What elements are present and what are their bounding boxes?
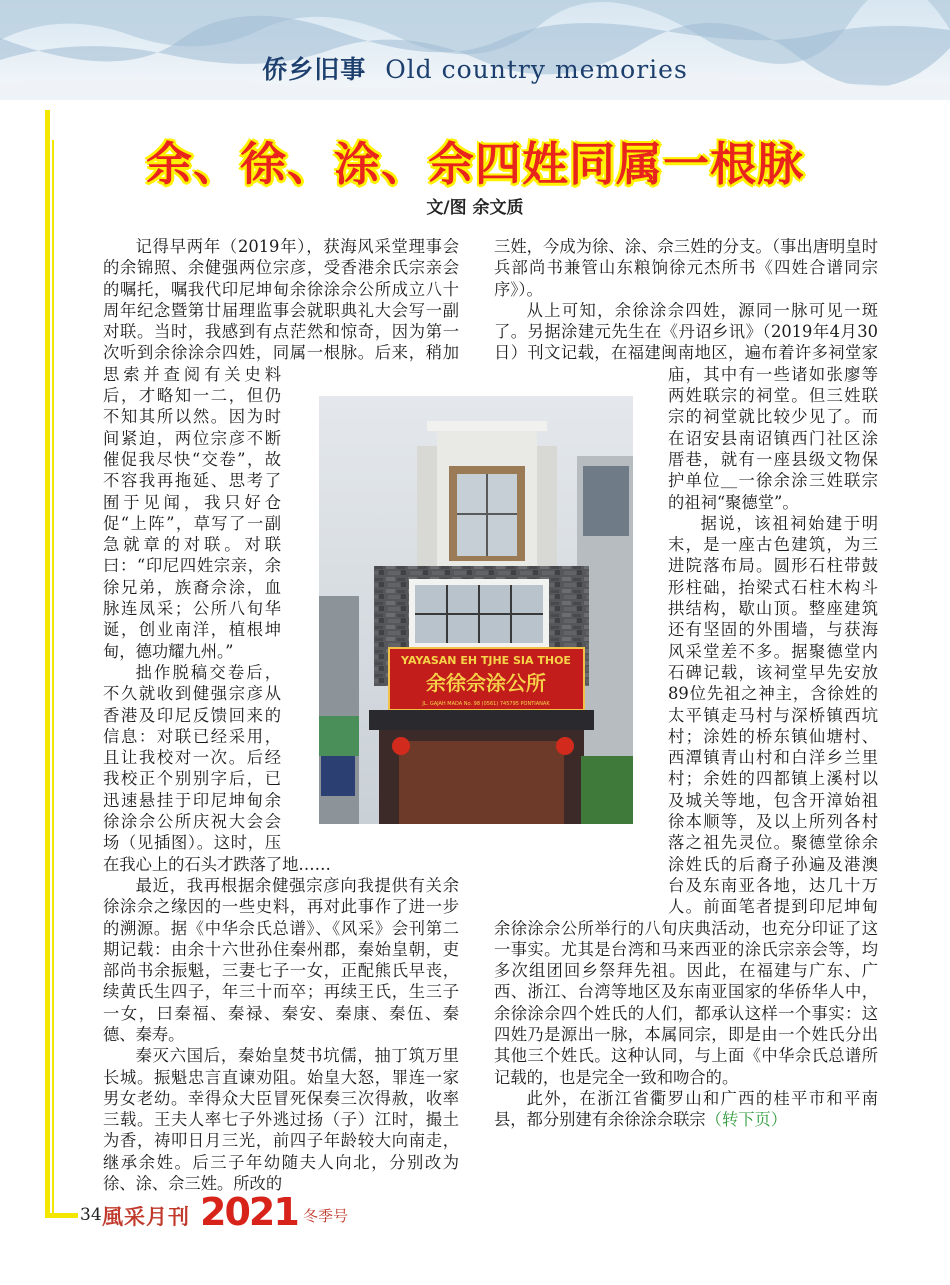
header-banner: [0, 0, 950, 100]
frame-line: [52, 140, 54, 1218]
sign-address: JL. GAJAH MADA No. 98 (0561) 745795 PONTIANAK: [422, 701, 550, 707]
article-byline: 文/图 余文质: [426, 198, 524, 218]
paragraph: 从上可知，余徐涂佘四姓，源同一脉可见一斑了。另据涂建元先生在《丹诏乡讯》（2019年4月30日）刊文记载，在福建闽南地区，遍布着许多祠堂家庙，其中有一些诸如张廖等两姓联宗的祠堂。但三姓联宗的祠堂就比较少见了。而在诏安县南诏镇西门社区涂厝巷，就有一座县级文物保护单位＿一徐余涂三姓联宗的祖祠“聚德堂”。: [494, 300, 878, 512]
section-heading-cn: 侨乡旧事: [262, 55, 367, 84]
paragraph-text: 此外，在浙江省衢罗山和广西的桂平市和平南县，都分别建有余徐涂佘联宗: [494, 1088, 878, 1130]
frame-line: [45, 1213, 78, 1218]
magazine-name: 風采月刊: [102, 1204, 190, 1229]
paragraph: 秦灭六国后，秦始皇焚书坑儒，抽丁筑万里长城。振魁忠言直谏劝阻。始皇大怒，罪连一家男女老幼。幸得众大臣冒死保奏三次得赦，收率三载。王夫人率七子外逃过扬（子）江时，撮土为香，祷叩日月三光，前四子年龄较大向南走，继承余姓。后三子年幼随夫人向北，分别改为徐、涂、佘三姓。所改的: [103, 1046, 459, 1194]
continued-next-page: （转下页）: [705, 1110, 788, 1130]
page-number: 34: [80, 1205, 102, 1225]
section-heading: [0, 50, 950, 86]
sign-chinese: 余徐佘涂公所: [426, 671, 546, 695]
article-title: 余、徐、涂、佘四姓同属一根脉: [146, 137, 804, 191]
paragraph: 拙作脱稿交卷后，不久就收到健强宗彦从香港及印尼反馈回来的信息：对联已经采用，且让我校对一次。后经我校正个别别字后，已迅速悬挂于印尼坤甸余徐涂佘公所庆祝大会会场（见插图）。这时，压在我心上的石头才跌落了地……: [103, 662, 331, 874]
section-heading-en: Old country memories: [385, 55, 688, 84]
magazine-year-logo: 2021: [200, 1190, 298, 1234]
paragraph: 据说，该祖祠始建于明末，是一座古色建筑，为三进院落布局。圆形石柱带鼓形柱础，抬梁式石柱木构斗拱结构，歇山顶。整座建筑还有坚固的外围墙，与获海风采堂差不多。据聚德堂内石碑记载，该祠堂早先安放89位先祖之神主，含徐姓的太平镇走马村与深桥镇西坑村；涂姓的桥东镇仙塘村、西潭镇青山村和白洋乡兰里村；余姓的四都镇上溪村以及城关等地，包含开漳始祖徐本顺等，及以上所列各村落之祖先灵位。聚德堂徐余涂姓氏的后裔子孙遍及港澳台及东南亚各地，达几十万人。前面笔者提到印尼坤甸余徐涂佘公所举行的八旬庆典活动，也充分印证了这一事实。尤其是台湾和马来西亚的涂氏宗亲会等，均多次组团回乡祭拜先祖。因此，在福建与广东、广西、浙江、台湾等地区及东南亚国家的华侨华人中，余徐涂佘四个姓氏的人们，都承认这样一个事实：这四姓乃是源出一脉，本属同宗，即是由一个姓氏分出其他三个姓氏。这种认同，与上面《中华佘氏总谱所记载的，也是完全一致和吻合的。: [494, 513, 878, 1087]
issue-label: 冬季号: [303, 1207, 349, 1225]
paragraph: 最近，我再根据余健强宗彦向我提供有关余徐涂佘之缘因的一些史料，再对此事作了进一步的溯源。据《中华佘氏总谱》、《风采》会刊第二期记载：由余十六世孙住秦州郡，秦始皇朝，吏部尚书余振魁，三妻七子一女，正配熊氏早丧，续黄氏生四子，年三十而卒；再续王氏，生三子一女，曰秦福、秦禄、秦安、秦康、秦伍、秦德、秦寿。: [103, 875, 459, 1044]
frame-line: [45, 110, 50, 1218]
sign-latin: YAYASAN EH TJHE SIA THOE: [401, 654, 571, 667]
paragraph: 三姓，今成为徐、涂、佘三姓的分支。（事出唐明皇时兵部尚书兼管山东粮饷徐元杰所书《四姓合谱同宗序》）。: [494, 237, 878, 299]
building-photo: [319, 396, 633, 824]
paragraph: 记得早两年（2019年），获海风采堂理事会的余锦照、余健强两位宗彦，受香港余氏宗亲会的嘱托，嘱我代印尼坤甸余徐涂佘公所成立八十周年纪念暨第廿届理监事会就职典礼大会写一副对联。当时，我感到有点茫然和惊奇，因为第一次听到余徐涂佘四姓，同属一根脉。后来，稍加思索并查阅有关史料后，才略知一二，但仍不知其所以然。因为时间紧迫，两位宗彦不断催促我尽快“交卷”，故不容我再拖延、思考了囿于见闻，我只好仓促“上阵”，草写了一副急就章的对联。对联曰：“印尼四姓宗亲，余徐兄弟，族裔佘涂，血脉连凤采；公所八旬华诞，创业南洋，植根坤甸，德功耀九州。”: [103, 237, 459, 661]
paragraph: [494, 1088, 878, 1131]
